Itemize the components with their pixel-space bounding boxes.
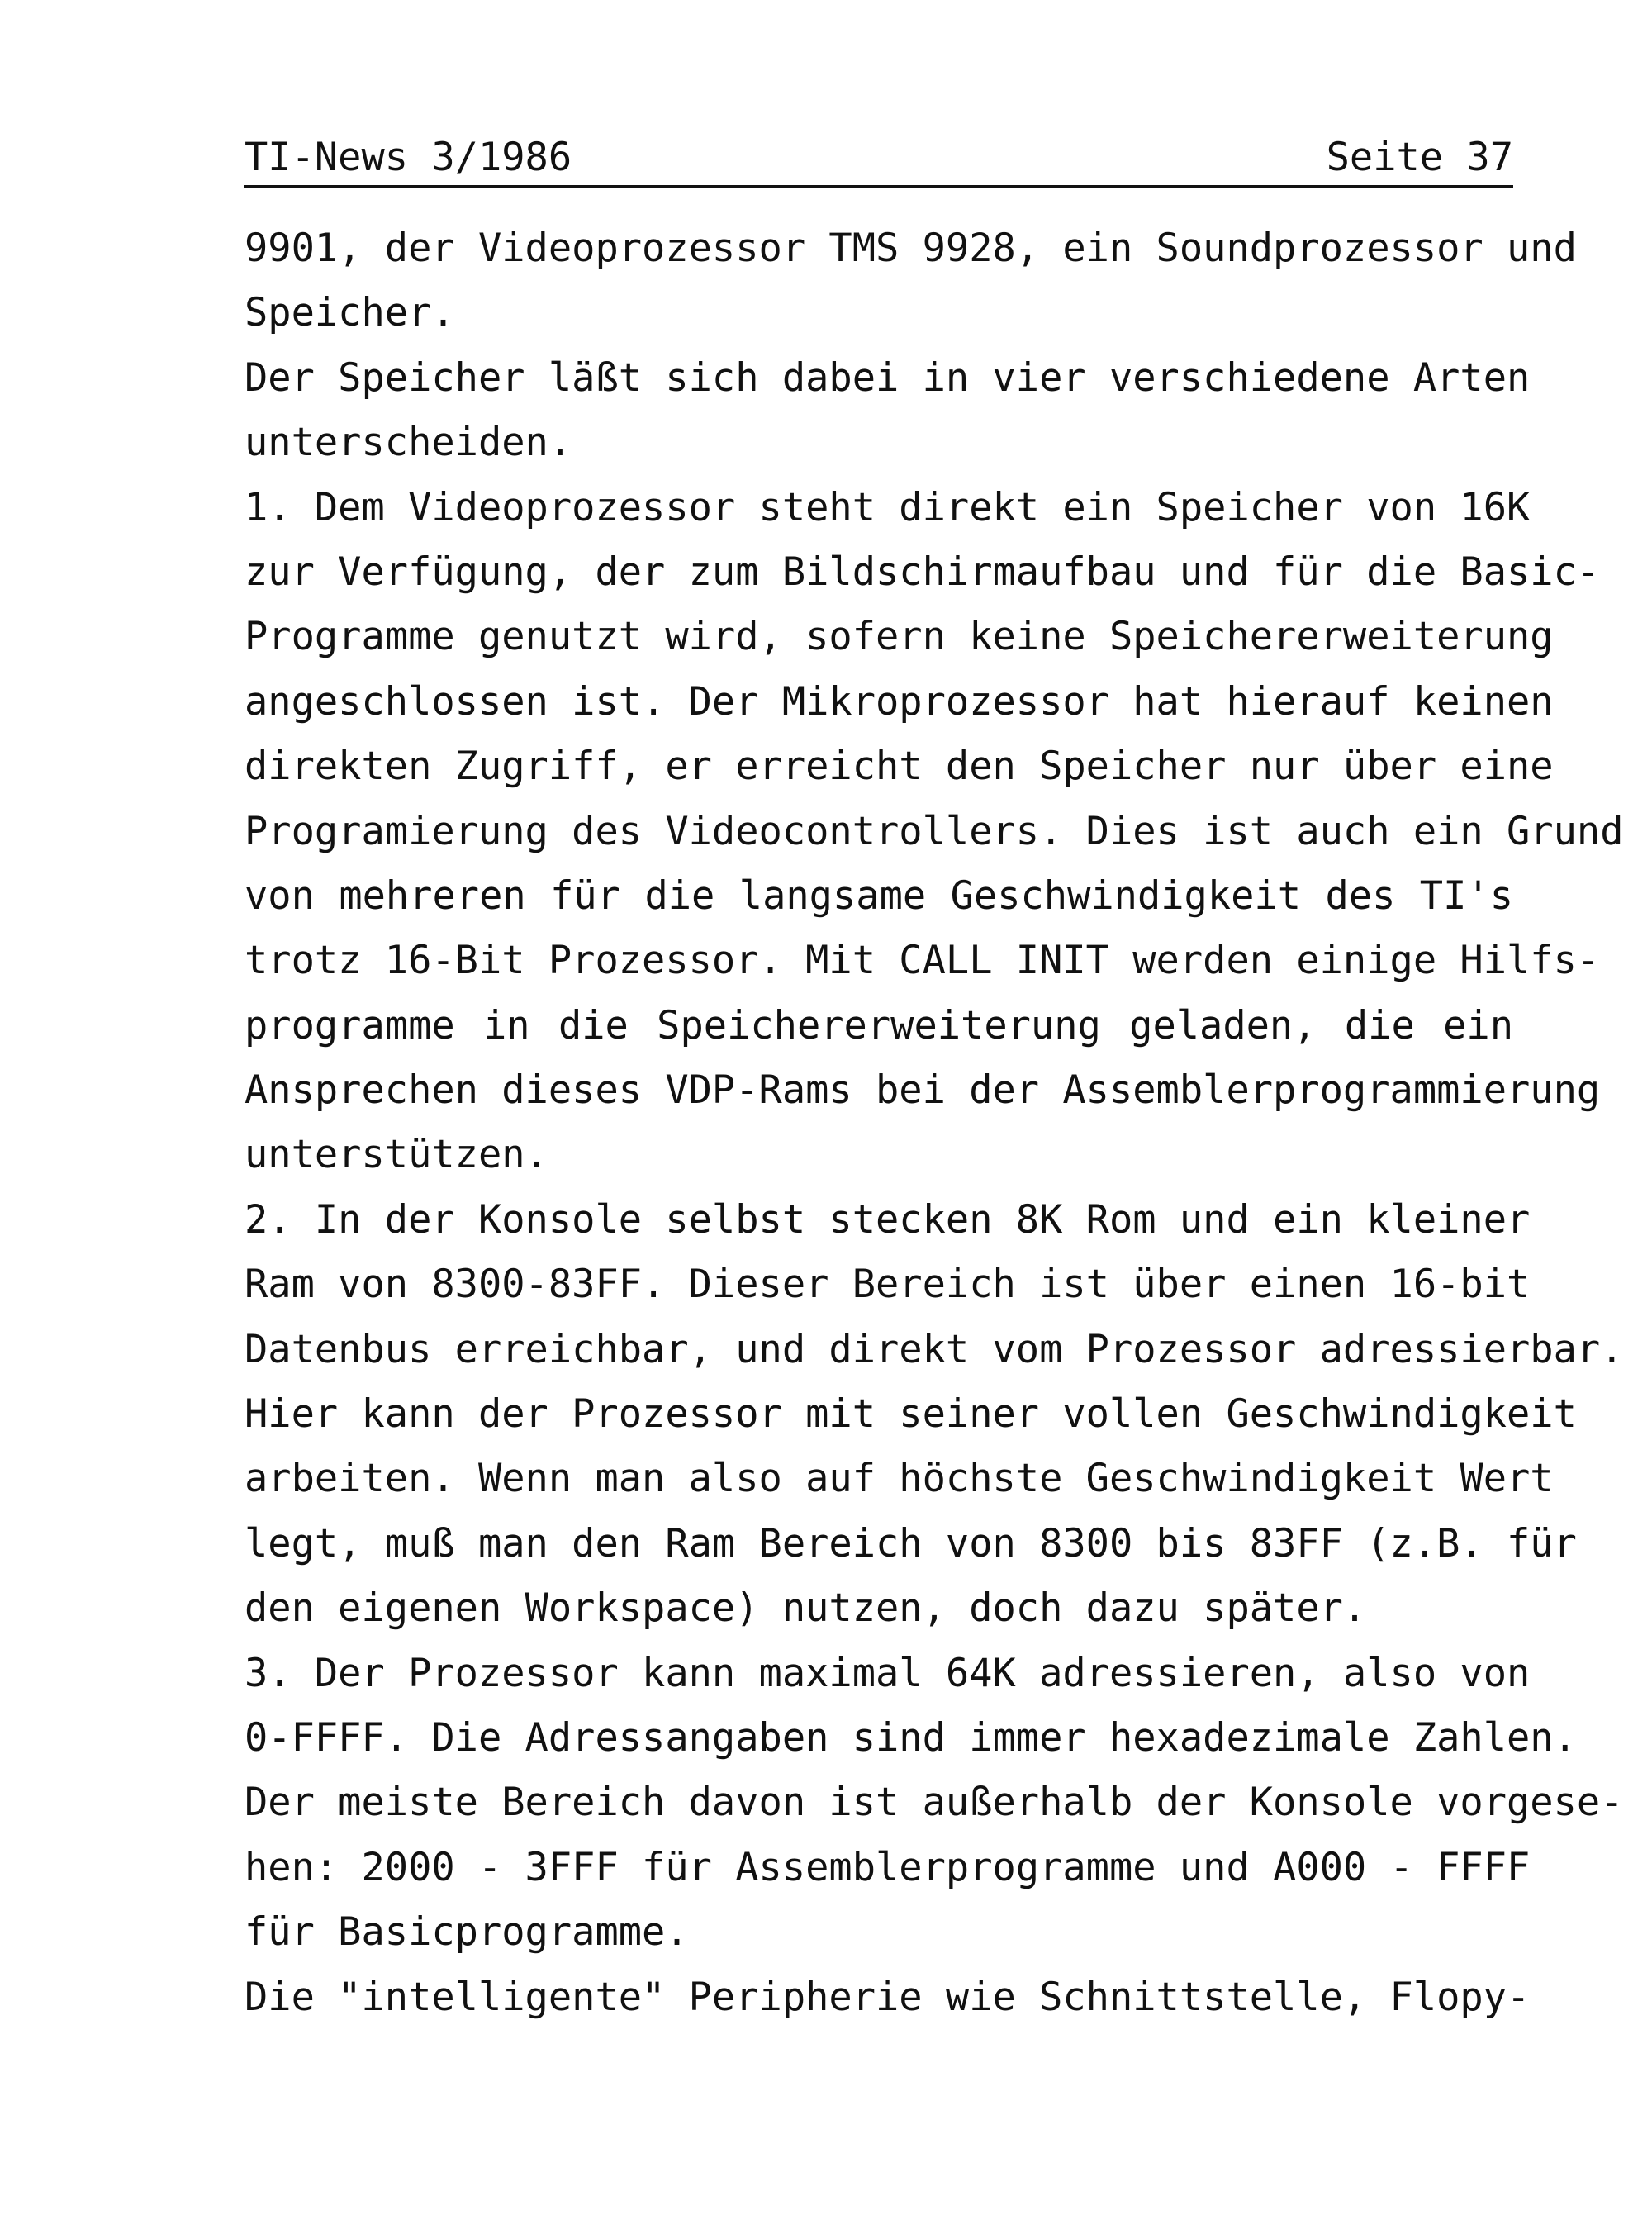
text-line: arbeiten. Wenn man also auf höchste Geschwindigkeit Wert: [244, 1456, 1554, 1502]
text-line: legt, muß man den Ram Bereich von 8300 bis 83FF (z.B. für: [244, 1520, 1577, 1566]
text-line: für Basicprogramme.: [244, 1909, 689, 1956]
page-number: Seite 37: [1326, 135, 1513, 180]
text-line: 3. Der Prozessor kann maximal 64K adressieren, also von: [244, 1650, 1531, 1696]
text-line: zur Verfügung, der zum Bildschirmaufbau und für die Basic-: [244, 549, 1601, 595]
text-line: direkten Zugriff, er erreicht den Speicher nur über eine: [244, 744, 1554, 790]
text-line: Der Speicher läßt sich dabei in vier verschiedene Arten: [244, 354, 1531, 401]
text-line: unterscheiden.: [244, 420, 572, 466]
text-line: den eigenen Workspace) nutzen, doch dazu später.: [244, 1585, 1367, 1632]
text-line: Programierung des Videocontrollers. Dies ist auch ein Grund: [244, 808, 1624, 854]
text-line: 0-FFFF. Die Adressangaben sind immer hexadezimale Zahlen.: [244, 1714, 1577, 1761]
body-text: [244, 216, 1624, 2030]
text-line: Datenbus erreichbar, und direkt vom Prozessor adressierbar.: [244, 1326, 1624, 1372]
text-line: hen: 2000 - 3FFF für Assemblerprogramme und A000 - FFFF: [244, 1844, 1531, 1890]
text-line: Ansprechen dieses VDP-Rams bei der Assemblerprogrammierung: [244, 1067, 1601, 1114]
text-line: Speicher.: [244, 290, 455, 336]
text-line: 9901, der Videoprozessor TMS 9928, ein Soundprozessor und: [244, 226, 1577, 271]
text-line: Hier kann der Prozessor mit seiner vollen Geschwindigkeit: [244, 1391, 1577, 1438]
text-line: Die "intelligente" Peripherie wie Schnittstelle, Flopy-: [244, 1974, 1531, 2020]
text-line: 2. In der Konsole selbst stecken 8K Rom und ein kleiner: [244, 1196, 1531, 1243]
text-line: Ram von 8300-83FF. Dieser Bereich ist über einen 16-bit: [244, 1262, 1531, 1308]
text-line: trotz 16-Bit Prozessor. Mit CALL INIT werden einige Hilfs-: [244, 938, 1601, 984]
text-line: programme in die Speichererweiterung geladen, die ein: [244, 1002, 1513, 1048]
text-line: 1. Dem Videoprozessor steht direkt ein Speicher von 16K: [244, 484, 1531, 530]
text-line: unterstützen.: [244, 1132, 548, 1178]
page-header: [244, 131, 1513, 188]
text-line: Programme genutzt wird, sofern keine Speichererweiterung: [244, 614, 1554, 660]
text-line: Der meiste Bereich davon ist außerhalb der Konsole vorgese-: [244, 1780, 1624, 1826]
publication-title: TI-News 3/1986: [244, 135, 572, 180]
text-line: angeschlossen ist. Der Mikroprozessor hat hierauf keinen: [244, 678, 1554, 725]
text-line: von mehreren für die langsame Geschwindigkeit des TI's: [244, 872, 1513, 919]
